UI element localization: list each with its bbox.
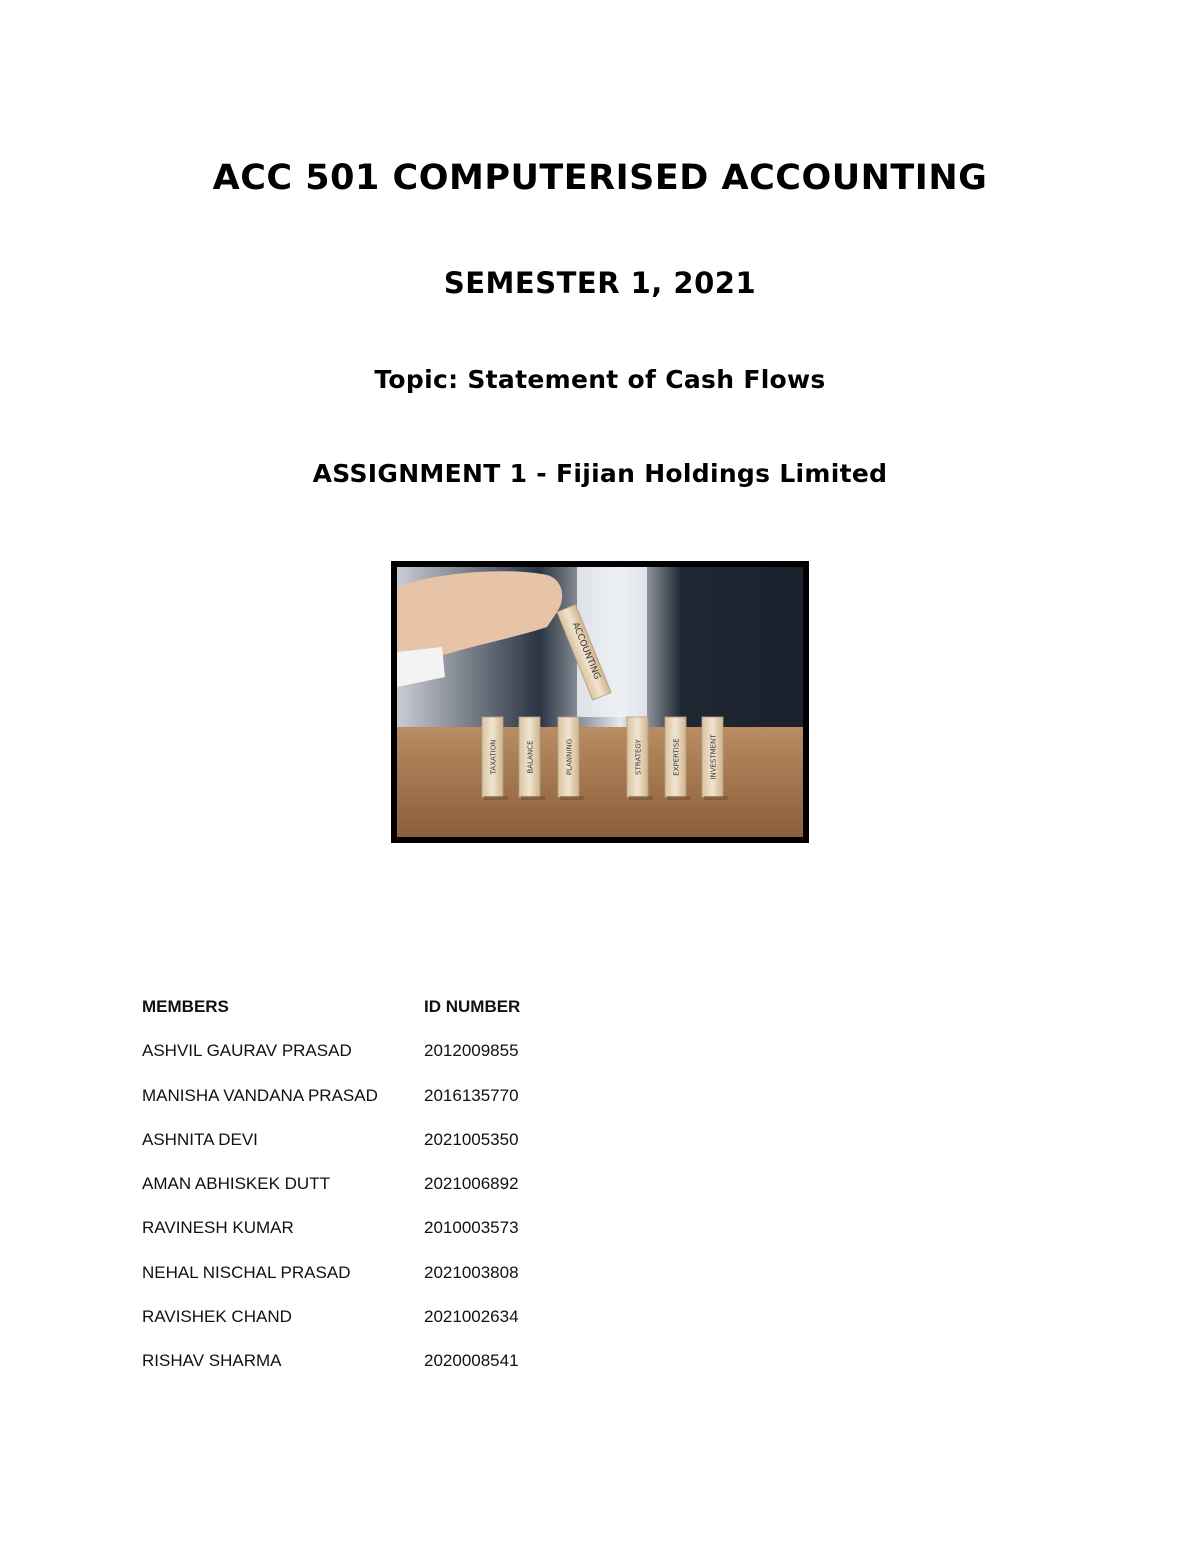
cover-photo (391, 561, 809, 843)
member-name: RAVISHEK CHAND (142, 1307, 292, 1326)
assignment-heading: ASSIGNMENT 1 - Fijian Holdings Limited (312, 459, 888, 488)
member-id: 2021006892 (424, 1174, 519, 1193)
member-id: 2021003808 (424, 1263, 519, 1282)
course-title: ACC 501 COMPUTERISED ACCOUNTING (212, 158, 988, 198)
semester-heading: SEMESTER 1, 2021 (443, 266, 757, 300)
table-row (142, 1351, 642, 1375)
table-row (142, 1130, 642, 1154)
member-name: MANISHA VANDANA PRASAD (142, 1086, 378, 1105)
table-row (142, 1174, 642, 1198)
word-block-label: INVESTMENT (709, 734, 718, 780)
wooden-desk (397, 727, 803, 837)
table-row (142, 1307, 642, 1331)
member-name: RAVINESH KUMAR (142, 1218, 294, 1237)
member-name: AMAN ABHISKEK DUTT (142, 1174, 330, 1193)
member-name: RISHAV SHARMA (142, 1351, 282, 1370)
word-block-label: STRATEGY (634, 739, 643, 775)
table-row (142, 1263, 642, 1287)
word-block-label: TAXATION (489, 739, 498, 775)
table-row (142, 1218, 642, 1242)
table-row (142, 1041, 642, 1065)
member-id: 2020008541 (424, 1351, 519, 1370)
table-row (142, 1086, 642, 1110)
member-id: 2010003573 (424, 1218, 519, 1237)
word-block-label: EXPERTISE (672, 738, 681, 776)
member-name: ASHNITA DEVI (142, 1130, 258, 1149)
member-id: 2012009855 (424, 1041, 519, 1060)
word-block-label: BALANCE (526, 740, 535, 774)
accounting-blocks-illustration (397, 567, 803, 837)
table-header (142, 997, 642, 1021)
held-block-label: ACCOUNTING (569, 621, 602, 682)
member-name: NEHAL NISCHAL PRASAD (142, 1263, 351, 1282)
member-id: 2021005350 (424, 1130, 519, 1149)
word-block-label: PLANNING (565, 738, 574, 776)
member-name: ASHVIL GAURAV PRASAD (142, 1041, 352, 1060)
topic-heading: Topic: Statement of Cash Flows (374, 365, 826, 394)
members-header: MEMBERS (142, 997, 229, 1016)
member-id: 2016135770 (424, 1086, 519, 1105)
member-id: 2021002634 (424, 1307, 519, 1326)
id-number-header: ID NUMBER (424, 997, 521, 1016)
